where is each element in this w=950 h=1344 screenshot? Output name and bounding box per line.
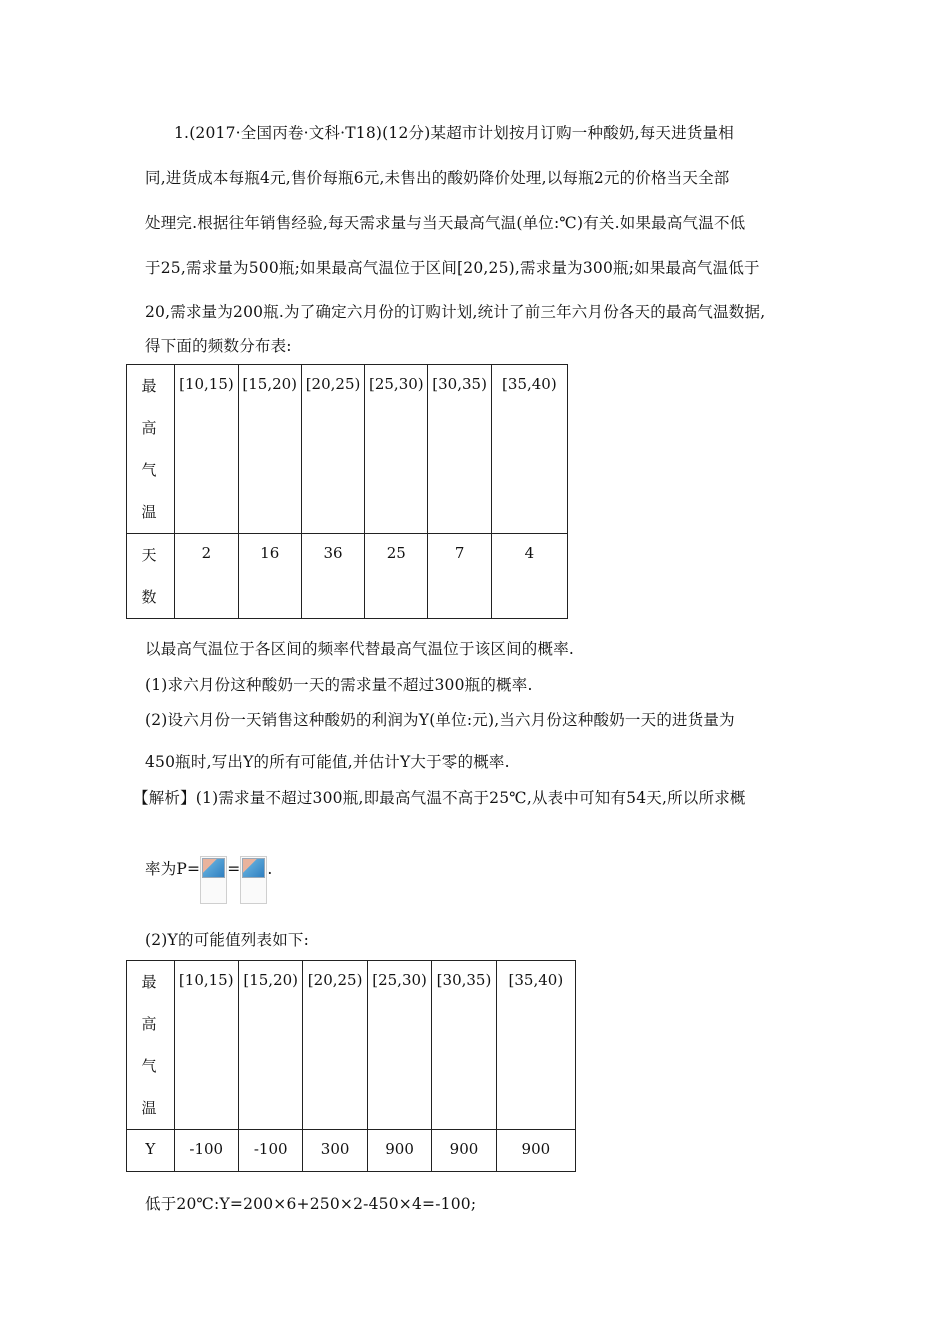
y-cell — [238, 1130, 302, 1172]
prob-prefix: 率为P= — [145, 860, 201, 878]
interval-cell — [367, 961, 431, 1130]
days-cell — [301, 534, 364, 619]
calculation-line: 低于20℃:Y=200×6+250×2-450×4=-100; — [145, 1195, 477, 1213]
interval-label: [35,40) — [508, 971, 564, 989]
days-value: 16 — [260, 544, 280, 562]
interval-label: [15,20) — [242, 375, 298, 393]
table-row — [127, 961, 576, 1130]
solution-line-1: 【解析】(1)需求量不超过300瓶,即最高气温不高于25℃,从表中可知有54天,所以所求概 — [133, 789, 746, 807]
problem-line-1: 1.(2017·全国丙卷·文科·T18)(12分)某超市计划按月订购一种酸奶,每天进货量相 — [174, 124, 734, 142]
header-char: 高 — [141, 419, 157, 437]
y-cell — [432, 1130, 496, 1172]
prob-suffix: . — [267, 860, 273, 878]
header-char: 最 — [141, 973, 157, 991]
y-cell — [303, 1130, 367, 1172]
header-char: 高 — [141, 1015, 157, 1033]
problem-line-3: 处理完.根据往年销售经验,每天需求量与当天最高气温(单位:℃)有关.如果最高气温不低 — [145, 214, 746, 232]
interval-cell — [491, 365, 567, 534]
interval-label: [30,35) — [436, 971, 492, 989]
interval-cell — [496, 961, 575, 1130]
header-char: 气 — [141, 1057, 157, 1075]
header-char: 温 — [141, 503, 157, 521]
frequency-table — [126, 364, 568, 619]
solution-part2-intro: (2)Y的可能值列表如下: — [145, 931, 310, 949]
y-cell — [496, 1130, 575, 1172]
days-value: 36 — [323, 544, 343, 562]
table-row — [127, 365, 568, 534]
row-header-days — [127, 534, 175, 619]
interval-cell — [175, 365, 238, 534]
table-row — [127, 534, 568, 619]
interval-cell — [238, 961, 302, 1130]
interval-cell — [238, 365, 301, 534]
y-cell — [367, 1130, 431, 1172]
days-value: 25 — [386, 544, 406, 562]
prob-equals: = — [227, 860, 241, 878]
days-cell — [491, 534, 567, 619]
days-cell — [365, 534, 428, 619]
interval-label: [30,35) — [432, 375, 487, 393]
days-value: 7 — [454, 544, 465, 562]
interval-label: [25,30) — [368, 375, 424, 393]
interval-label: [15,20) — [243, 971, 299, 989]
interval-cell — [432, 961, 496, 1130]
question-1: (1)求六月份这种酸奶一天的需求量不超过300瓶的概率. — [145, 676, 533, 694]
days-value: 4 — [524, 544, 535, 562]
table-row — [127, 1130, 576, 1172]
problem-line-5: 20,需求量为200瓶.为了确定六月份的订购计划,统计了前三年六月份各天的最高气温数据, — [145, 303, 766, 321]
y-values-table — [126, 960, 576, 1172]
interval-label: [10,15) — [179, 375, 234, 393]
header-char: 最 — [141, 377, 157, 395]
formula-image-icon — [200, 856, 227, 904]
days-cell — [428, 534, 491, 619]
row-header-temperature — [127, 365, 175, 534]
problem-line-6: 得下面的频数分布表: — [145, 337, 292, 355]
question-2-line-1: (2)设六月份一天销售这种酸奶的利润为Y(单位:元),当六月份这种酸奶一天的进货量为 — [145, 711, 735, 729]
days-cell — [175, 534, 238, 619]
y-header: Y — [145, 1140, 156, 1158]
y-value: -100 — [189, 1140, 224, 1158]
question-2-line-2: 450瓶时,写出Y的所有可能值,并估计Y大于零的概率. — [145, 753, 510, 771]
interval-cell — [365, 365, 428, 534]
interval-cell — [303, 961, 367, 1130]
interval-label: [20,25) — [307, 971, 363, 989]
solution-probability — [145, 856, 273, 904]
problem-line-2: 同,进货成本每瓶4元,售价每瓶6元,未售出的酸奶降价处理,以每瓶2元的价格当天全部 — [145, 169, 730, 187]
interval-cell — [301, 365, 364, 534]
y-value: -100 — [253, 1140, 288, 1158]
formula-image-icon — [240, 856, 267, 904]
header-char: 温 — [141, 1099, 157, 1117]
y-value: 900 — [449, 1140, 479, 1158]
y-value: 900 — [521, 1140, 551, 1158]
interval-cell — [174, 961, 238, 1130]
y-cell — [174, 1130, 238, 1172]
interval-label: [10,15) — [178, 971, 234, 989]
y-value: 300 — [320, 1140, 350, 1158]
header-char: 气 — [141, 461, 157, 479]
note-line: 以最高气温位于各区间的频率代替最高气温位于该区间的概率. — [145, 640, 575, 658]
days-cell — [238, 534, 301, 619]
interval-label: [20,25) — [305, 375, 361, 393]
header-char: 天 — [141, 546, 157, 564]
interval-cell — [428, 365, 491, 534]
y-value: 900 — [385, 1140, 414, 1158]
interval-label: [35,40) — [502, 375, 557, 393]
interval-label: [25,30) — [372, 971, 427, 989]
problem-line-4: 于25,需求量为500瓶;如果最高气温位于区间[20,25),需求量为300瓶;如果最高气温低于 — [145, 259, 760, 277]
row-header-y — [127, 1130, 175, 1172]
header-char: 数 — [141, 588, 157, 606]
row-header-temperature — [127, 961, 175, 1130]
days-value: 2 — [201, 544, 212, 562]
